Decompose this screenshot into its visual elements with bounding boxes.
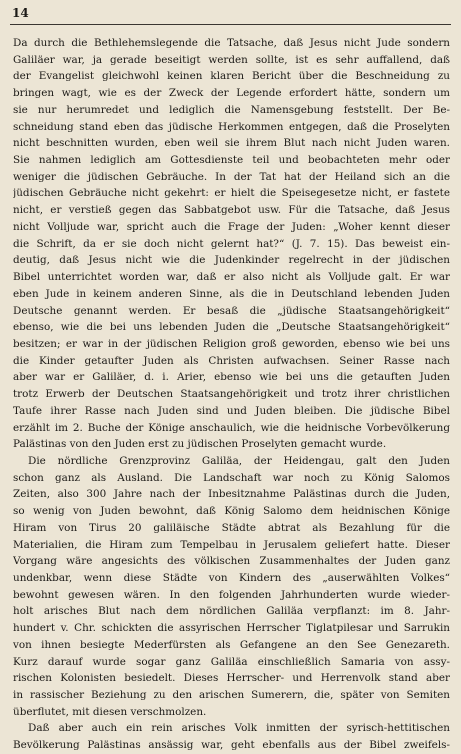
text-line: Taufe ihrer Rasse nach Juden sind und Juden bleiben. Die jüdische Bibel	[13, 404, 450, 417]
text-line: Daß aber auch ein rein arisches Volk inmitten der syrisch-hettitischen	[28, 722, 450, 735]
paragraph	[13, 35, 450, 453]
page-number: 14	[12, 6, 29, 20]
paragraph	[13, 720, 450, 753]
paragraph	[13, 453, 450, 721]
text-line: bewohnt gewesen wären. In den folgenden Jahrhunderten wurde wieder-	[13, 588, 450, 601]
text-line: schneidung stand eben das jüdische Herkommen entgegen, daß die Proselyten	[13, 120, 450, 133]
text-line: sie nur herumredet und lediglich die Namensgebung feststellt. Der Be-	[13, 103, 450, 116]
text-line: Bevölkerung Palästinas ansässig war, geht ebenfalls aus der Bibel zweifels-	[13, 739, 450, 752]
text-line: bringen wagt, wie es der Zweck der Legende erfordert hätte, sondern um	[13, 87, 450, 100]
text-line: trotz Erwerb der Deutschen Staatsangehörigkeit und trotz ihrer christlichen	[13, 388, 450, 401]
text-line: rischen Kolonisten besiedelt. Dieses Herrscher- und Herrenvolk stand aber	[13, 672, 450, 685]
text-line: nicht, er verstieß gegen das Sabbatgebot usw. Für die Tatsache, daß Jesus	[13, 204, 450, 217]
text-line: besitzen; er war in der jüdischen Religion groß geworden, ebenso wie bei uns	[13, 337, 450, 350]
text-line: Deutsche genannt werden. Er besaß die „jüdische Staatsangehörigkeit“	[13, 304, 450, 317]
text-line: nicht Volljude war, spricht auch die Frage der Juden: „Woher kennt dieser	[13, 220, 450, 233]
text-line: von ihnen besiegte Mederfürsten als Gefangene an den See Genezareth.	[13, 638, 450, 651]
text-line: hundert v. Chr. schickten die assyrischen Herrscher Tiglatpilesar und Sarrukin	[13, 622, 450, 635]
text-line: deutig, daß Jesus nicht wie die Judenkinder regelrecht in der jüdischen	[13, 254, 450, 267]
body-text	[13, 35, 450, 754]
text-line: Kurz darauf wurde sogar ganz Galiläa einschließlich Samaria von assy-	[13, 655, 450, 668]
text-line: ebenso, wie die bei uns lebenden Juden die „Deutsche Staatsangehörigkeit“	[13, 321, 450, 334]
text-line: Die nördliche Grenzprovinz Galiläa, der Heidengau, galt den Juden	[28, 454, 450, 467]
text-line: eben Jude in keinem anderen Sinne, als die in Deutschland lebenden Juden	[13, 287, 450, 300]
text-line: aber war er Galiläer, d. i. Arier, ebenso wie bei uns die getauften Juden	[13, 371, 450, 384]
text-line: undenkbar, wenn diese Städte von Kindern des „auserwählten Volkes“	[13, 572, 450, 584]
text-line: Bibel unterrichtet worden war, daß er also nicht als Volljude galt. Er war	[13, 271, 450, 284]
text-line: Hiram von Tirus 20 galiläische Städte abtrat als Bezahlung für die	[13, 521, 450, 534]
text-line: Vorgang wäre angesichts des völkischen Zusammenhaltes der Juden ganz	[13, 555, 450, 568]
text-line: überflutet, mit diesen verschmolzen.	[13, 705, 207, 718]
text-line: Palästinas von den Juden erst zu jüdischen Proselyten gemacht wurde.	[13, 438, 387, 451]
text-line: holt arisches Blut nach dem nördlichen Galiläa verpflanzt: im 8. Jahr-	[13, 605, 450, 618]
text-line: Sie nahmen lediglich am Gottesdienste teil und beobachteten mehr oder	[13, 154, 450, 167]
text-line: erzählt im 2. Buche der Könige anschaulich, wie die heidnische Vorbevölkerung	[13, 421, 450, 434]
header-rule	[10, 24, 451, 25]
text-line: Da durch die Bethlehemslegende die Tatsache, daß Jesus nicht Jude sondern	[13, 37, 450, 49]
text-line: der Evangelist gleichwohl keinen klaren Bericht über die Beschneidung zu	[13, 70, 450, 83]
text-line: die Kinder getaufter Juden als Christen aufwachsen. Seiner Rasse nach	[13, 354, 450, 367]
text-line: Galiläer war, ja gerade beseitigt werden sollte, ist es sehr auffallend, daß	[13, 53, 450, 66]
text-line: Materialien, die Hiram zum Tempelbau in Jerusalem geliefert hatte. Dieser	[13, 538, 450, 551]
text-line: nicht beschnitten wurden, eben weil sie ihrem Blut nach nicht Juden waren.	[13, 137, 450, 150]
text-line: so wenig von Juden bewohnt, daß König Salomo dem heidnischen Könige	[13, 505, 450, 518]
text-line: die Schrift, da er sie doch nicht gelernt hat?“ (J. 7. 15). Das beweist ein-	[13, 237, 450, 250]
text-line: in rassischer Beziehung zu den arischen Sumerern, die, später von Semiten	[13, 689, 450, 702]
text-line: weniger die jüdischen Gebräuche. In der Tat hat der Heiland sich an die	[13, 170, 450, 183]
text-line: schon ganz als Ausland. Die Landschaft war noch zu König Salomos	[13, 471, 450, 484]
text-line: jüdischen Gebräuche nicht gekehrt: er hielt die Speisegesetze nicht, er fastete	[13, 187, 450, 200]
text-line: Zeiten, also 300 Jahre nach der Inbesitznahme Palästinas durch die Juden,	[13, 488, 450, 501]
